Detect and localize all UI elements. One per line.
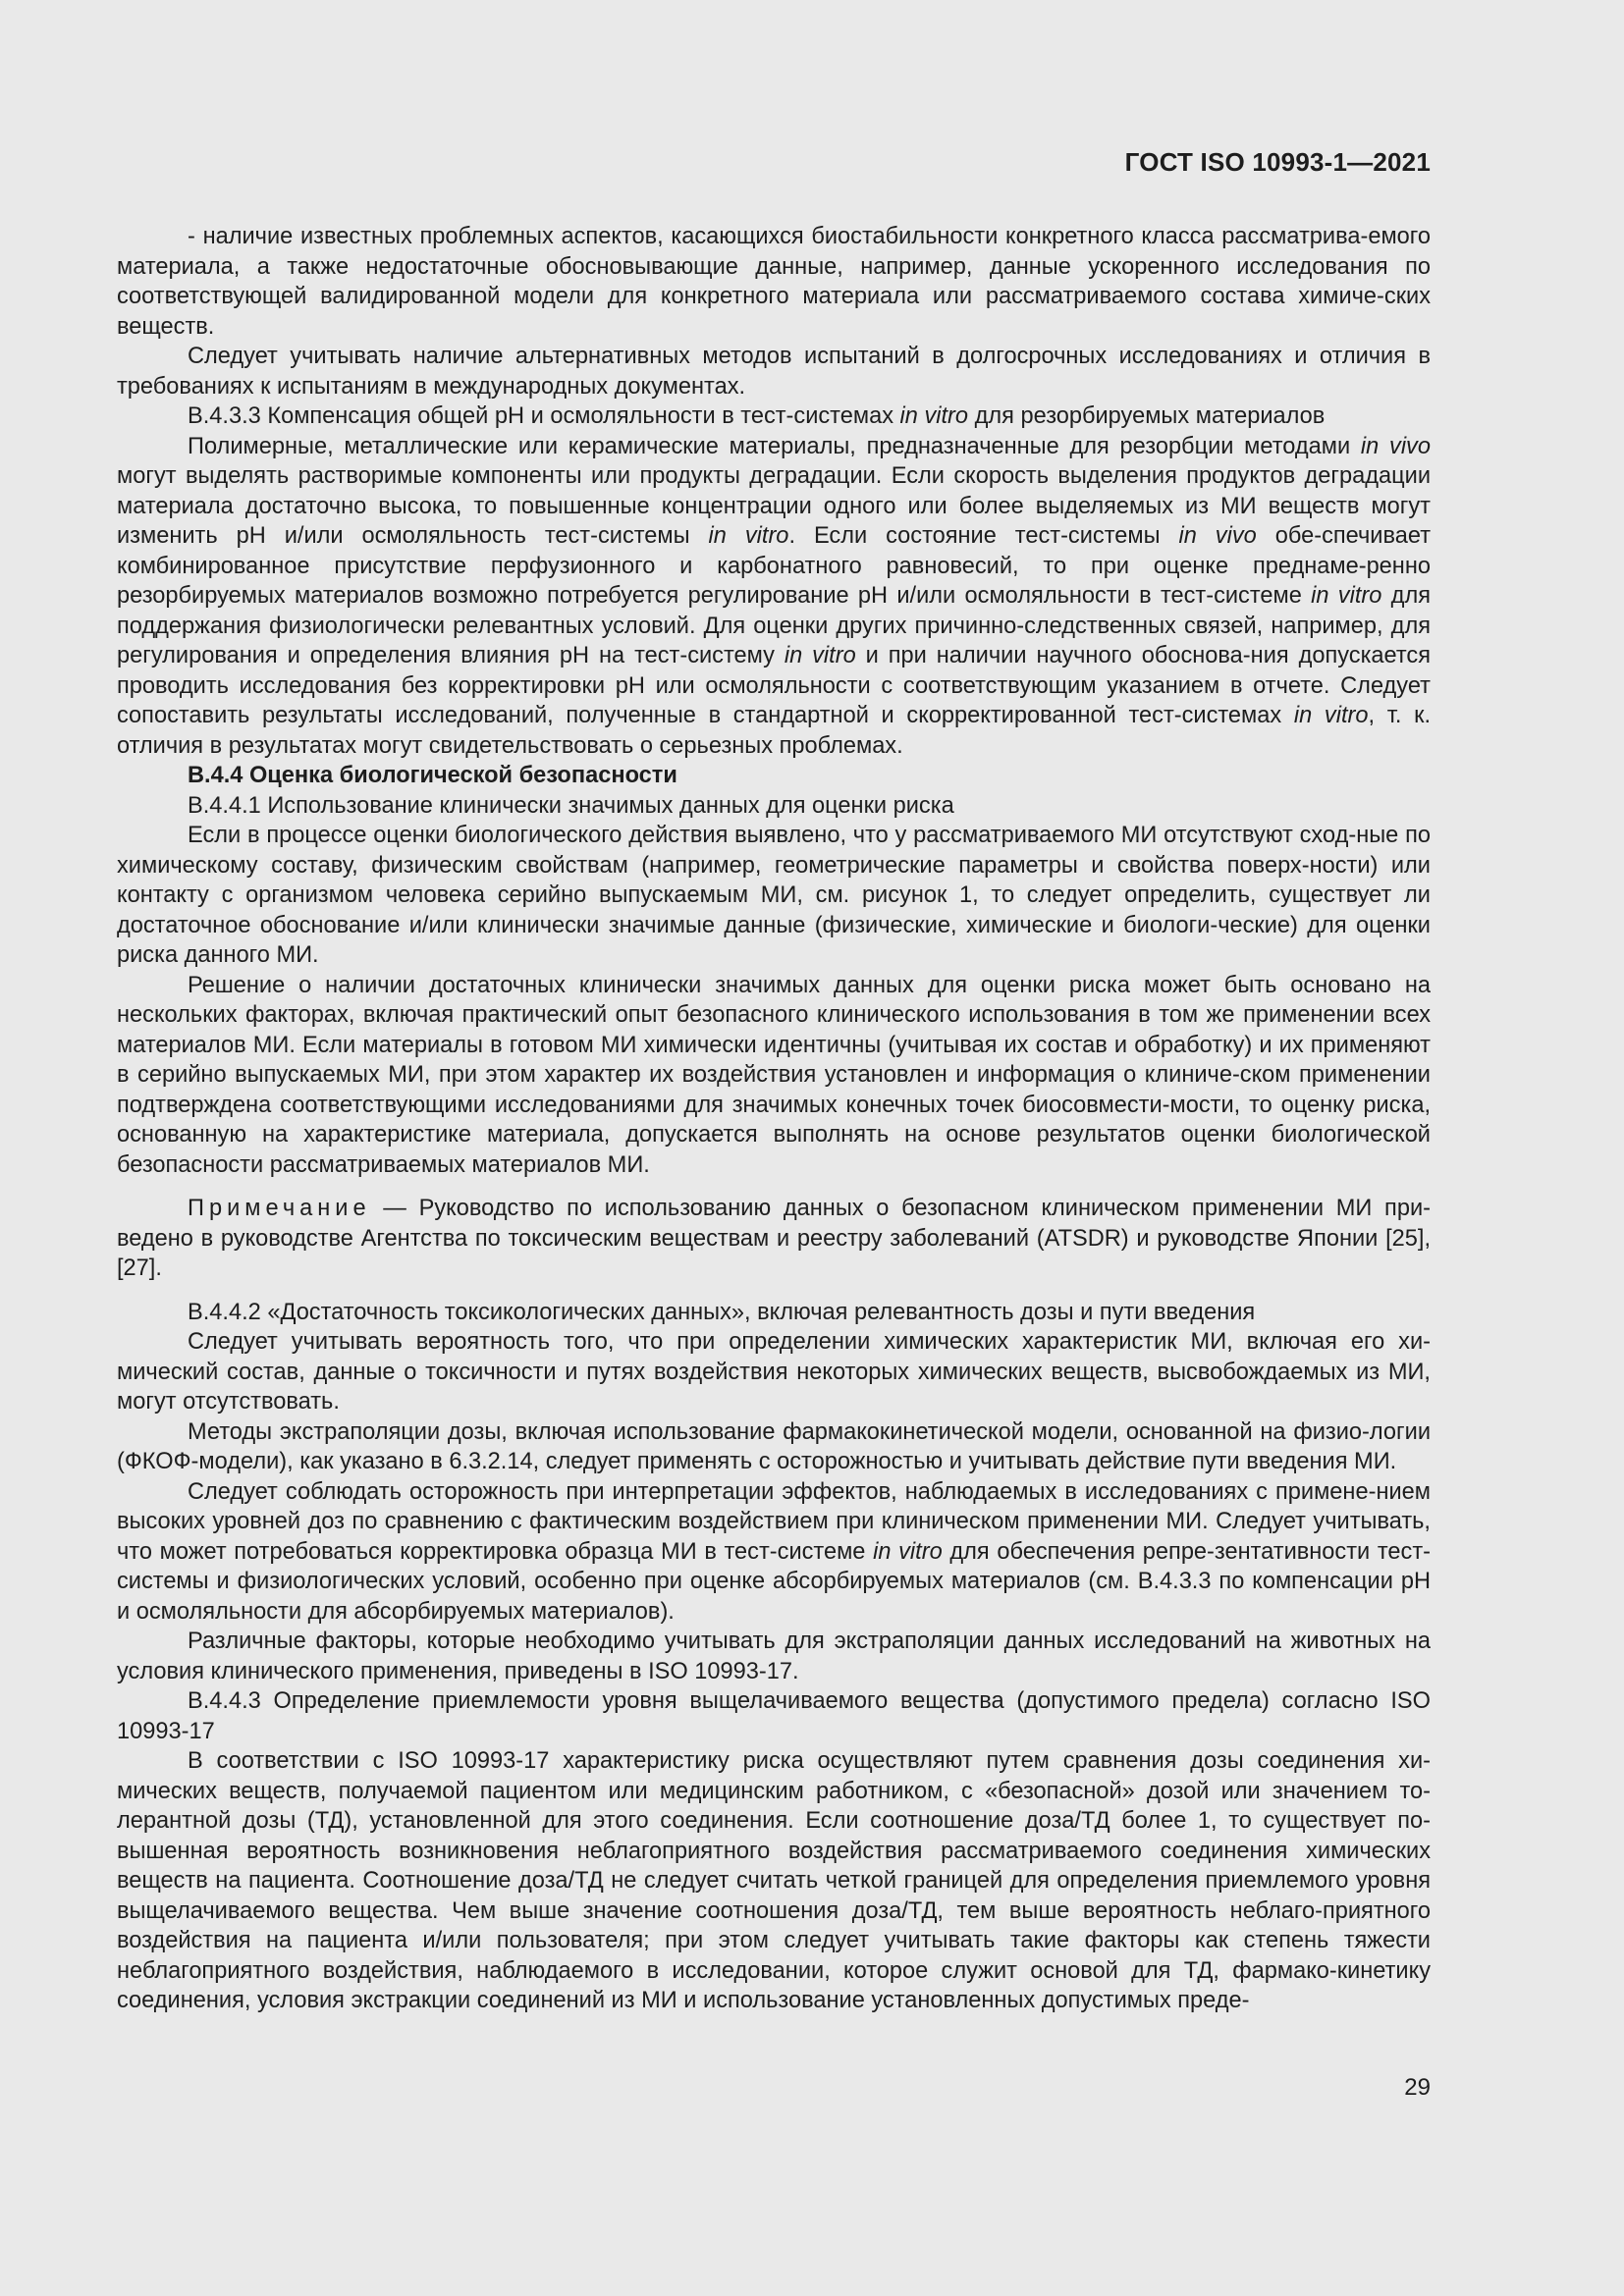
section-heading-b441: В.4.4.1 Использование клинически значимых данных для оценки риска: [188, 792, 954, 819]
paragraph-factors: Различные факторы, которые необходимо учитывать для экстраполяции данных исследований на животных на условия клинического применения, приведены в ISO 10993-17.: [117, 1629, 1431, 1684]
paragraph-resorbable-materials: Полимерные, металлические или керамические материалы, предназначенные для резорбции методами in vivo могут выделять растворимые компоненты или продукты деградации. Если скорость выделения продуктов деградации материала достаточно высока, то повышенные концентрации одного или более выделяемых из МИ веществ могут изменить pH и/или осмоляльность тест-системы in vitro. Если состояние тест-системы in vivo обе-спечивает комбинированное присутствие перфузионного и карбонатного равновесий, то при оценке преднаме-ренно резорбируемых материалов возможно потребуется регулирование pH и/или осмоляльности в тест-системе in vitro для поддержания физиологически релевантных условий. Для оценки других причинно-следственных связей, например, для регулирования и определения влияния pH на тест-систему in vitro и при наличии научного обоснова-ния допускается проводить исследования без корректировки pH или осмоляльности с соответствующим указанием в отчете. Следует сопоставить результаты исследований, полученные в стандартной и скорректированной тест-системах in vitro, т. к. отличия в результатах могут свидетельствовать о серьезных проблемах.: [117, 433, 1431, 759]
paragraph-caution: Следует соблюдать осторожность при интерпретации эффектов, наблюдаемых в исследованиях с примене-нием высоких уровней доз по сравнению с фактическим воздействием при клиническом применении МИ. Следует учитывать, что может потребоваться корректировка образца МИ в тест-системе in vitro для обеспечения репре-зентативности тест-системы и физиологических условий, особенно при оценке абсорбируемых материалов (см. В.4.3.3 по компенсации pH и осмоляльности для абсорбируемых материалов).: [117, 1478, 1431, 1625]
standard-header: ГОСТ ISO 10993-1—2021: [1124, 147, 1431, 177]
paragraph-clinical-data: Если в процессе оценки биологического действия выявлено, что у рассматриваемого МИ отсутствуют сход-ные по химическому составу, физическим свойствам (например, геометрические параметры и свойства поверх-ности) или контакту с организмом человека серийно выпускаемым МИ, см. рисунок 1, то следует определить, существует ли достаточное обоснование и/или клинически значимые данные (физические, химические и биологи-ческие) для оценки риска данного МИ.: [117, 823, 1431, 968]
paragraph-biostability: - наличие известных проблемных аспектов, касающихся биостабильности конкретного класса рассматрива-емого материала, а также недостаточные обосновывающие данные, например, данные ускоренного исследования по соответствующей валидированной модели для конкретного материала или рассматриваемого состава химиче-ских веществ.: [117, 224, 1431, 340]
note-paragraph: Примечание — Руководство по использованию данных о безопасном клиническом применении МИ при-ведено в руководстве Агентства по токсическим веществам и реестру заболеваний (ATSDR) и руководстве Японии [25], [27].: [117, 1196, 1431, 1281]
section-heading-b442: В.4.4.2 «Достаточность токсикологических данных», включая релевантность дозы и пути введения: [188, 1299, 1256, 1325]
document-body: [117, 222, 1431, 2016]
paragraph-decision: Решение о наличии достаточных клинически значимых данных для оценки риска может быть основано на нескольких факторах, включая практический опыт безопасного клинического использования в том же применении всех материалов МИ. Если материалы в готовом МИ химически идентичны (учитывая их состав и обработку) и их применяют в серийно выпускаемых МИ, при этом характер их воздействия установлен и информация о клиниче-ском применении подтверждена соответствующими исследованиями для значимых конечных точек биосовмести-мости, то оценку риска, основанную на характеристике материала, допускается выполнять на основе результатов оценки биологической безопасности рассматриваемых материалов МИ.: [117, 972, 1431, 1178]
section-heading-b44: В.4.4 Оценка биологической безопасности: [188, 763, 677, 788]
paragraph-alternative-methods: Следует учитывать наличие альтернативных методов испытаний в долгосрочных исследованиях и отличия в требованиях к испытаниям в международных документах.: [117, 344, 1431, 400]
section-heading-b443: В.4.4.3 Определение приемлемости уровня выщелачиваемого вещества (допустимого предела) согласно ISO 10993-17: [117, 1688, 1431, 1744]
note-label: Примечание: [188, 1196, 371, 1221]
section-heading-b433: В.4.3.3 Компенсация общей pH и осмоляльности в тест-системах in vitro для резорбируемых материалов: [188, 403, 1326, 429]
paragraph-dose-extrapolation: Методы экстраполяции дозы, включая использование фармакокинетической модели, основанной на физио-логии (ФКОФ-модели), как указано в 6.3.2.14, следует применять с осторожностью и учитывать действие пути введения МИ.: [117, 1418, 1431, 1474]
paragraph-toxicity-data: Следует учитывать вероятность того, что при определении химических характеристик МИ, включая его хи-мический состав, данные о токсичности и путях воздействия некоторых химических веществ, высвобождаемых из МИ, могут отсутствовать.: [117, 1329, 1431, 1415]
paragraph-risk-characterization: В соответствии с ISO 10993-17 характеристику риска осуществляют путем сравнения дозы соединения хи-мических веществ, получаемой пациентом или медицинским работником, с «безопасной» дозой или значением то-лерантной дозы (ТД), установленной для этого соединения. Если соотношение доза/ТД более 1, то существует по-вышенная вероятность возникновения неблагоприятного воздействия рассматриваемого соединения химических веществ на пациента. Соотношение доза/ТД не следует считать четкой границей для определения приемлемого уровня выщелачиваемого вещества. Чем выше значение соотношения доза/ТД, тем выше вероятность неблаго-приятного воздействия на пациента и/или пользователя; при этом следует учитывать такие факторы как степень тяжести неблагоприятного воздействия, наблюдаемого в исследовании, которое служит основой для ТД, фармако-кинетику соединения, условия экстракции соединений из МИ и использование установленных допустимых преде-: [117, 1748, 1431, 2013]
page-number: 29: [1404, 2074, 1431, 2101]
